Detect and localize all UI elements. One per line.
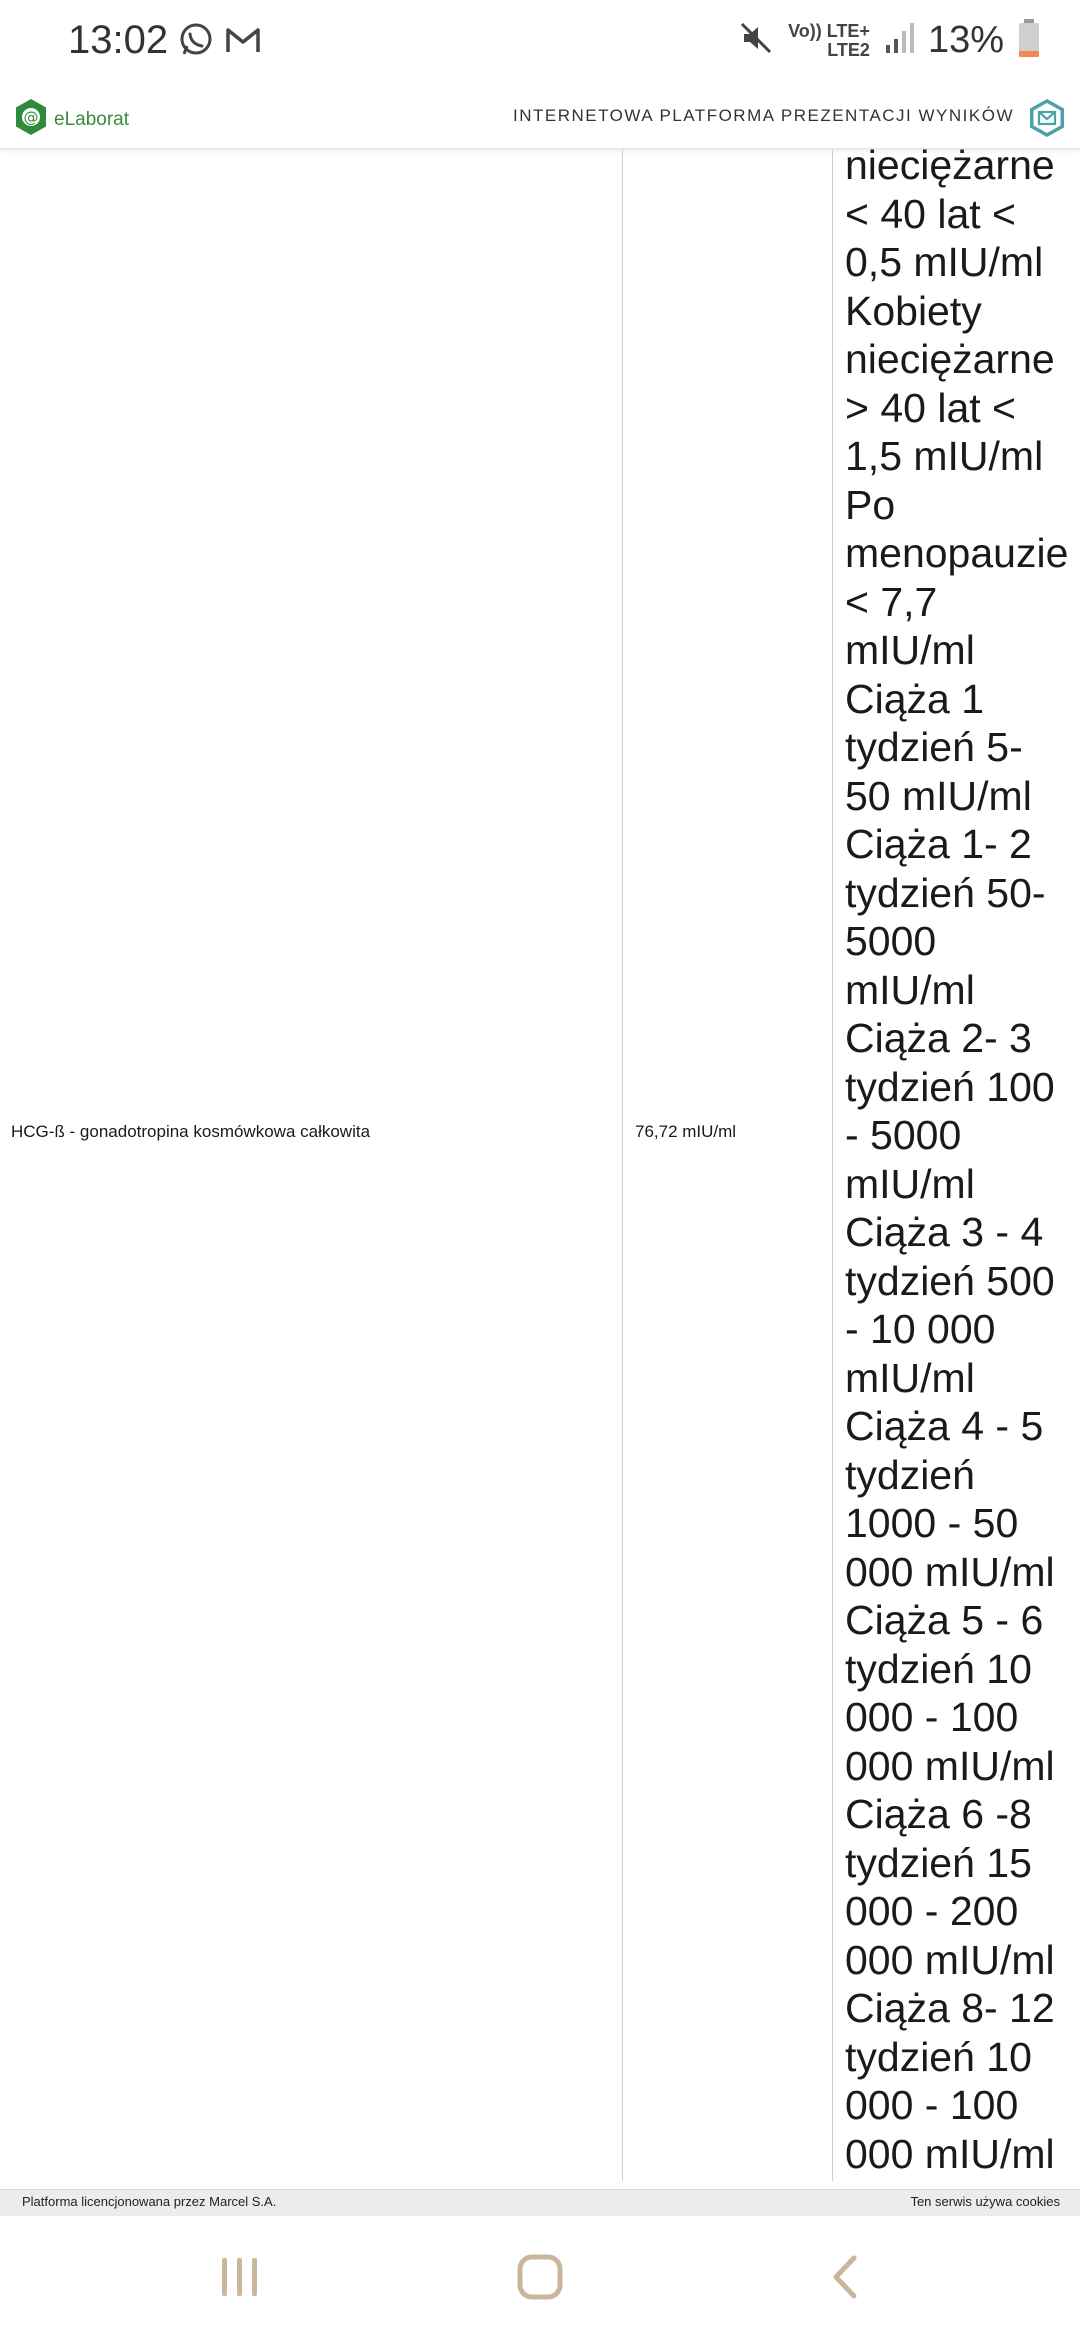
at-sign-icon bbox=[14, 98, 48, 141]
envelope-hexagon-icon[interactable] bbox=[1028, 98, 1066, 143]
network-label-top: Vo)) LTE+ bbox=[788, 20, 870, 41]
column-divider bbox=[832, 149, 833, 2181]
column-divider bbox=[622, 149, 623, 2181]
reference-range-line: Ciąża 8- 12 bbox=[845, 1985, 1055, 2031]
home-icon[interactable] bbox=[515, 2252, 565, 2307]
reference-range-line: tydzień 50- bbox=[845, 869, 1046, 916]
status-right-group bbox=[738, 18, 1040, 63]
mute-icon bbox=[738, 20, 774, 61]
reference-range-line: 000 mIU/ml bbox=[845, 1548, 1055, 1595]
reference-range-line: Ciąża 5 - 6 bbox=[845, 1597, 1044, 1643]
reference-range-line: tydzień bbox=[845, 1451, 975, 1498]
reference-range-line: tydzień 500 bbox=[845, 1257, 1055, 1304]
reference-range-line: 000 - 100 bbox=[845, 2082, 1019, 2128]
status-bar bbox=[0, 0, 1080, 88]
reference-range-line: mIU/ml bbox=[845, 1160, 975, 1207]
reference-range-line: mIU/ml bbox=[845, 966, 975, 1013]
reference-range-line: nieciężarne bbox=[845, 336, 1055, 382]
reference-range-line: Ciąża 4 - 5 bbox=[845, 1403, 1044, 1449]
app-header bbox=[0, 88, 1080, 149]
reference-range-line: 1,5 mIU/ml bbox=[845, 433, 1044, 479]
battery-percent: 13% bbox=[927, 19, 1004, 61]
test-value-cell: 76,72 mIU/ml bbox=[635, 1122, 737, 1141]
reference-range-line: 000 - 200 bbox=[845, 1888, 1019, 1934]
reference-range-line: 000 - 100 bbox=[845, 1694, 1019, 1740]
gmail-icon bbox=[225, 22, 261, 63]
network-indicator bbox=[788, 22, 870, 60]
elaborat-logo[interactable] bbox=[14, 98, 129, 141]
reference-range-line: Ciąża 2- 3 bbox=[845, 1015, 1032, 1061]
back-icon[interactable] bbox=[826, 2252, 862, 2307]
reference-range-line: 1000 - 50 bbox=[845, 1500, 1019, 1546]
svg-text:@: @ bbox=[23, 108, 39, 127]
reference-range-line: Kobiety bbox=[845, 287, 982, 334]
reference-range-line: 000 mIU/ml bbox=[845, 2130, 1055, 2177]
reference-range-line: menopauzie bbox=[845, 530, 1069, 576]
reference-range-line: Ciąża 1 bbox=[845, 675, 985, 722]
network-label-bottom: LTE2 bbox=[827, 39, 870, 60]
reference-range-line: 000 mIU/ml bbox=[845, 1742, 1055, 1789]
reference-range-line: Po bbox=[845, 481, 896, 528]
reference-range-line: 0,5 mIU/ml bbox=[845, 239, 1044, 285]
reference-range-line: 50 mIU/ml bbox=[845, 772, 1032, 819]
status-time: 13:02 bbox=[68, 18, 169, 62]
reference-range-line: nieciężarne bbox=[845, 149, 1055, 188]
cookies-notice[interactable]: Ten serwis używa cookies bbox=[910, 2194, 1060, 2209]
reference-range-line: mIU/ml bbox=[845, 627, 975, 673]
reference-range-cell bbox=[845, 149, 1075, 2178]
reference-range-line: - 5000 bbox=[845, 1112, 962, 1158]
reference-range-line: tydzień 15 bbox=[845, 1839, 1032, 1886]
signal-icon bbox=[884, 21, 914, 60]
test-name-cell: HCG-ß - gonadotropina kosmówkowa całkowita bbox=[11, 1122, 371, 1141]
footer-bar bbox=[0, 2189, 1080, 2217]
reference-range-line: tydzień 10 bbox=[845, 1645, 1032, 1692]
reference-range-line: tydzień 100 bbox=[845, 1063, 1055, 1110]
results-table bbox=[0, 149, 1080, 2181]
reference-range-line: Ciąża 3 - 4 bbox=[845, 1209, 1044, 1255]
system-nav-bar bbox=[0, 2216, 1080, 2340]
battery-icon bbox=[1018, 18, 1040, 63]
whatsapp-icon bbox=[178, 22, 214, 63]
reference-range-line: 5000 bbox=[845, 918, 937, 964]
reference-range-line: 000 mIU/ml bbox=[845, 1936, 1055, 1983]
reference-range-line: > 40 lat < bbox=[845, 384, 1016, 431]
reference-range-line: tydzień 10 bbox=[845, 2033, 1032, 2080]
reference-range-line: - 10 000 bbox=[845, 1306, 996, 1352]
license-text: Platforma licencjonowana przez Marcel S.A. bbox=[22, 2194, 277, 2209]
reference-range-line: Ciąża 6 -8 bbox=[845, 1791, 1032, 1837]
reference-range-line: tydzień 5- bbox=[845, 724, 1023, 770]
reference-range-line: mIU/ml bbox=[845, 1354, 975, 1401]
platform-title: INTERNETOWA PLATFORMA PREZENTACJI WYNIKÓW bbox=[512, 106, 1014, 125]
reference-range-line: < 40 lat < bbox=[845, 190, 1016, 237]
reference-range-line: Ciąża 1- 2 bbox=[845, 821, 1032, 867]
recent-apps-icon[interactable] bbox=[218, 2252, 262, 2307]
reference-range-line: < 7,7 bbox=[845, 578, 938, 625]
logo-text: eLaborat bbox=[54, 108, 130, 130]
